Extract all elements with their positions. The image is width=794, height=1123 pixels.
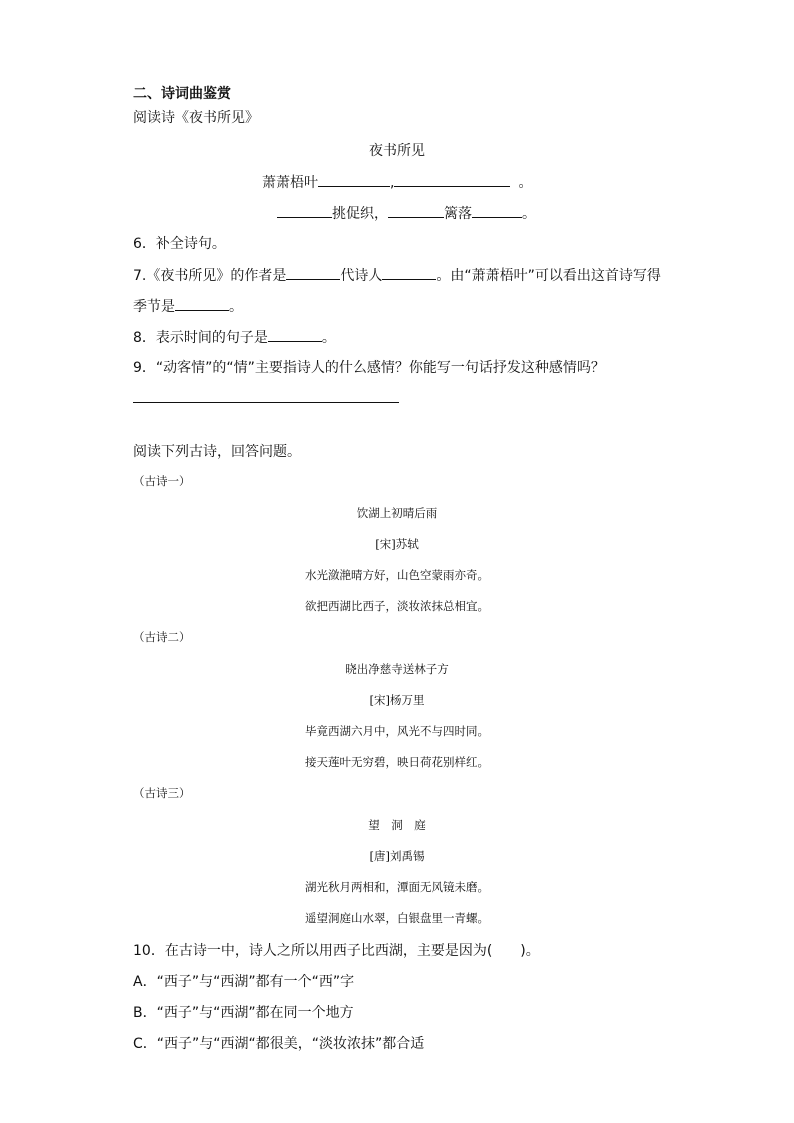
answer-line[interactable] (133, 402, 399, 403)
poem-author: [宋]苏轼 (375, 537, 419, 551)
blank[interactable] (472, 203, 522, 218)
question-7-cont (133, 296, 243, 317)
poem-line: 毕竟西湖六月中，风光不与四时同。 (305, 724, 489, 738)
poem-label: （古诗三） (133, 786, 191, 800)
poem-author: [唐]刘禹锡 (369, 849, 425, 863)
q7-part3: 。由“萧萧梧叶”可以看出这首诗写得 (436, 268, 661, 284)
blank[interactable] (388, 203, 444, 218)
poem-line: 遥望洞庭山水翠，白银盘里一青螺。 (305, 911, 489, 925)
question-6: 6．补全诗句。 (133, 236, 226, 252)
poem-title: 饮湖上初晴后雨 (356, 506, 438, 520)
blank[interactable] (382, 265, 436, 280)
poem-label: （古诗一） (133, 474, 191, 488)
poem-line: 接天莲叶无穷碧，映日荷花别样红。 (305, 755, 489, 769)
intro-reading-2: 阅读下列古诗，回答问题。 (133, 444, 301, 460)
blank[interactable] (175, 296, 229, 311)
blank[interactable] (318, 172, 390, 187)
q7-part4: 季节是 (133, 299, 175, 315)
poem-line: 水光潋滟晴方好，山色空蒙雨亦奇。 (305, 568, 489, 582)
q7-part5: 。 (229, 299, 243, 315)
poem-line: 湖光秋月两相和，潭面无风镜未磨。 (305, 880, 489, 894)
option-c[interactable]: C．“西子”与“西湖“都很美，“淡妆浓抹”都合适 (133, 1036, 425, 1052)
section-title: 二、诗词曲鉴赏 (133, 86, 231, 102)
poem1-line2-mid: 挑促织， (332, 206, 388, 222)
q7-part2: 代诗人 (340, 268, 383, 284)
question-7 (133, 265, 661, 286)
blank[interactable] (268, 327, 322, 342)
option-a[interactable]: A．“西子”与“西湖”都有一个“西”字 (133, 974, 355, 990)
poem-label: （古诗二） (133, 630, 191, 644)
question-8 (133, 327, 336, 348)
q8-part1: 8．表示时间的句子是 (133, 330, 268, 346)
blank[interactable] (286, 265, 340, 280)
poem1-line1-prefix: 萧萧梧叶 (262, 175, 318, 191)
intro-poem-1: 阅读诗《夜书所见》 (133, 110, 259, 126)
poem1-line1 (262, 172, 532, 193)
poem1-line2-mid2: 篱落 (444, 206, 472, 222)
q7-part1: 7.《夜书所见》的作者是 (133, 268, 287, 284)
q8-part2: 。 (321, 330, 336, 346)
poem-title: 望 洞 庭 (368, 818, 426, 832)
question-10: 10．在古诗一中，诗人之所以用西子比西湖，主要是因为( )。 (133, 943, 540, 959)
poem-author: [宋]杨万里 (369, 693, 425, 707)
poem1-line2-end: 。 (522, 206, 536, 222)
poem-title: 晓出净慈寺送林子方 (345, 662, 449, 676)
blank[interactable] (277, 203, 332, 218)
option-b[interactable]: B．“西子”与“西湖”都在同一个地方 (133, 1005, 354, 1021)
blank[interactable] (394, 172, 510, 187)
question-9: 9．“动客情”的“情”主要指诗人的什么感情？你能写一句话抒发这种感情吗？ (133, 360, 605, 376)
poem1-line2 (277, 203, 536, 224)
poem1-title: 夜书所见 (369, 143, 425, 159)
poem-line: 欲把西湖比西子，淡妆浓抹总相宜。 (305, 599, 489, 613)
poem1-line1-end: 。 (518, 175, 533, 191)
poem1-line1-sep: , (390, 175, 395, 191)
